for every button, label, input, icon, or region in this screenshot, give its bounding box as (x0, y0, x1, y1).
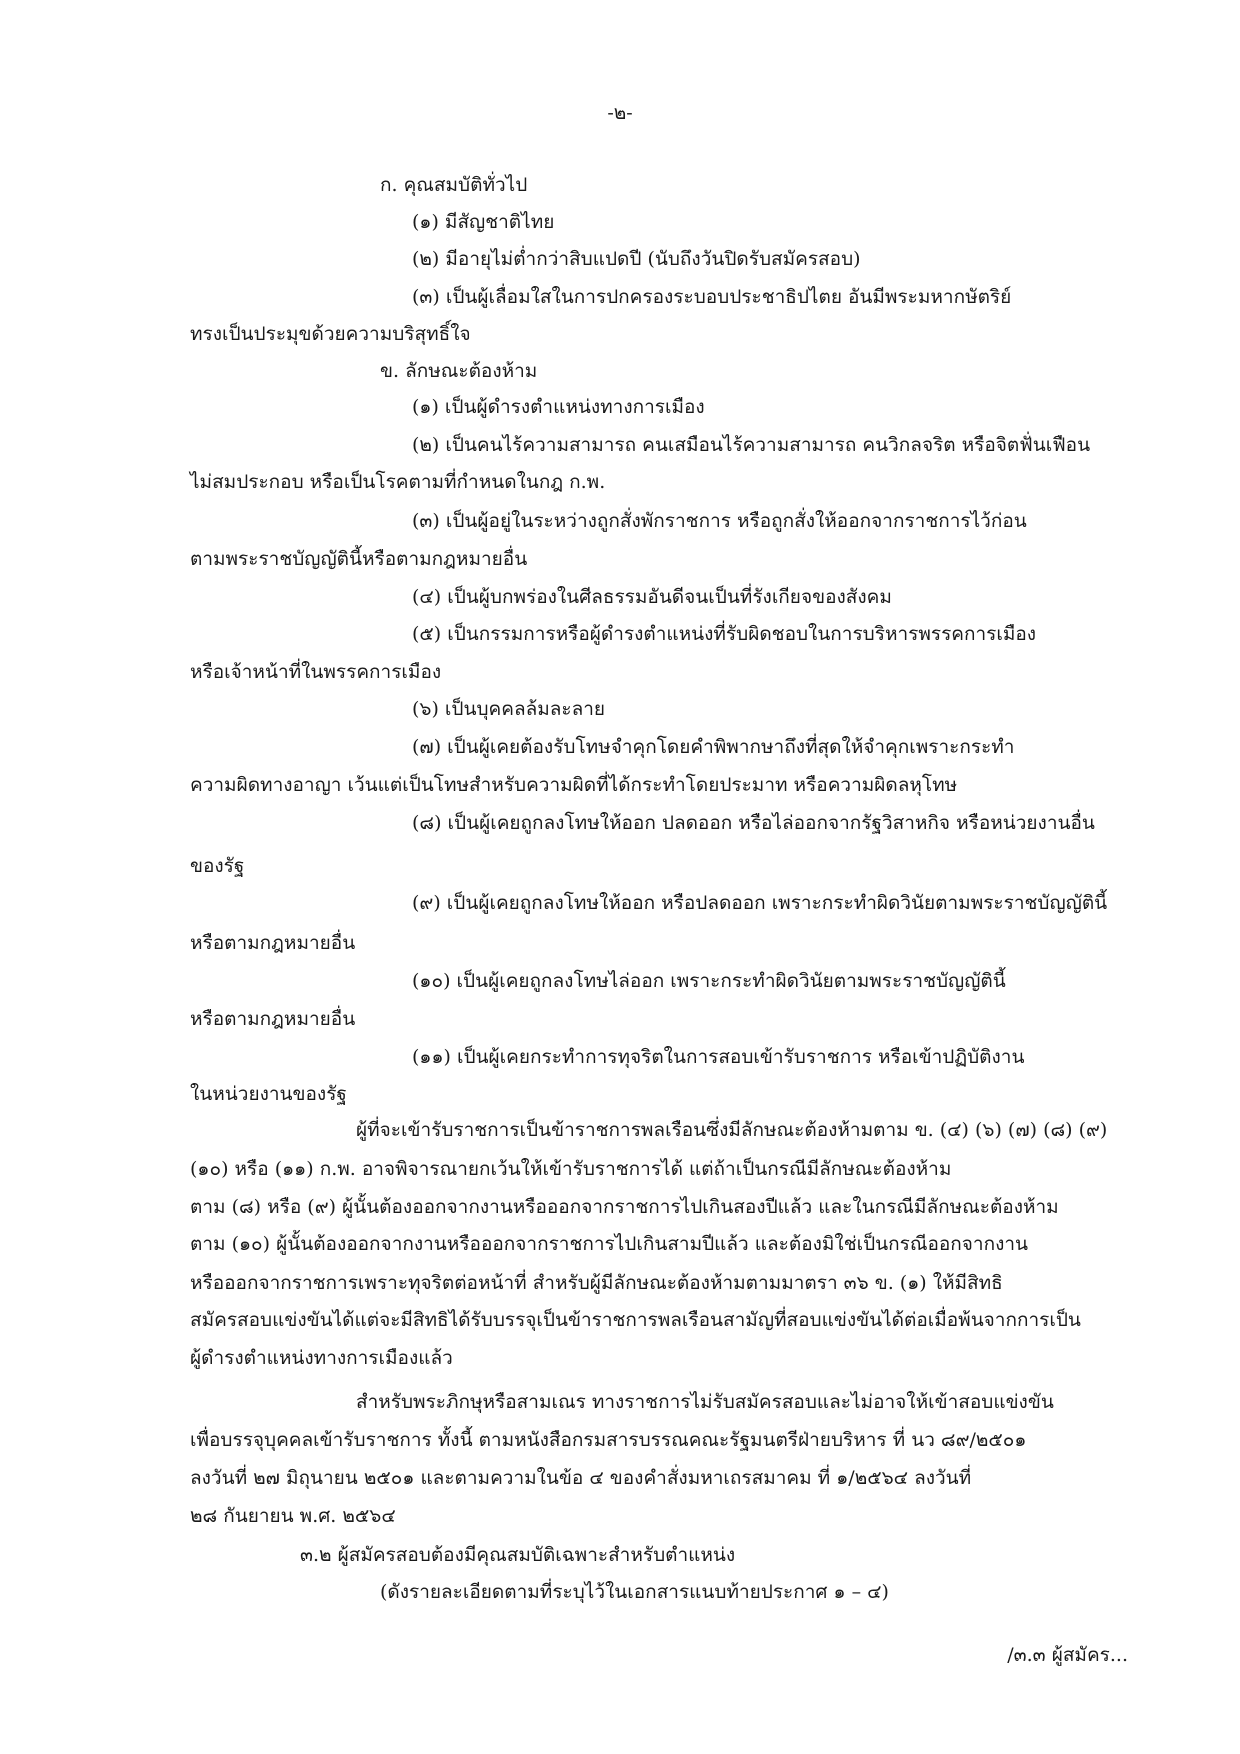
monks-line-3: ลงวันที่ ๒๗ มิถุนายน ๒๕๐๑ และตามความในข้อ ๔ ของคำสั่งมหาเถรสมาคม ที่ ๑/๒๕๖๔ ลงวันที่ (190, 1467, 972, 1489)
section-a-item-3-cont: ทรงเป็นประมุขด้วยความบริสุทธิ์ใจ (190, 323, 471, 345)
prohibition-8-cont: ของรัฐ (190, 855, 245, 877)
exception-line-3: ตาม (๘) หรือ (๙) ผู้นั้นต้องออกจากงานหรือออกจากราชการไปเกินสองปีแล้ว และในกรณีมีลักษณะต้องห้าม (190, 1196, 1059, 1218)
prohibition-6: (๖) เป็นบุคคลล้มละลาย (412, 698, 606, 720)
footer-continuation: /๓.๓ ผู้สมัคร... (1007, 1644, 1128, 1666)
prohibition-8: (๘) เป็นผู้เคยถูกลงโทษให้ออก ปลดออก หรือไล่ออกจากรัฐวิสาหกิจ หรือหน่วยงานอื่น (412, 812, 1095, 834)
exception-line-2: (๑๐) หรือ (๑๑) ก.พ. อาจพิจารณายกเว้นให้เข้ารับราชการได้ แต่ถ้าเป็นกรณีมีลักษณะต้องห้าม (190, 1158, 952, 1180)
prohibition-3-cont: ตามพระราชบัญญัตินี้หรือตามกฎหมายอื่น (190, 548, 528, 570)
prohibition-11-cont: ในหน่วยงานของรัฐ (190, 1083, 347, 1105)
section-3-2-heading: ๓.๒ ผู้สมัครสอบต้องมีคุณสมบัติเฉพาะสำหรับตำแหน่ง (300, 1544, 736, 1566)
exception-line-6: สมัครสอบแข่งขันได้แต่จะมีสิทธิได้รับบรรจุเป็นข้าราชการพลเรือนสามัญที่สอบแข่งขันได้ต่อเมื่อพ้นจากการเป็น (190, 1309, 1081, 1331)
section-a-item-3: (๓) เป็นผู้เลื่อมใสในการปกครองระบอบประชาธิปไตย อันมีพระมหากษัตริย์ (412, 286, 1012, 308)
monks-line-2: เพื่อบรรจุบุคคลเข้ารับราชการ ทั้งนี้ ตามหนังสือกรมสารบรรณคณะรัฐมนตรีฝ่ายบริหาร ที่ นว ๘๙/๒๕๐๑ (190, 1429, 1027, 1451)
section-3-2-note: (ดังรายละเอียดตามที่ระบุไว้ในเอกสารแนบท้ายประกาศ ๑ – ๔) (380, 1581, 889, 1603)
prohibition-9: (๙) เป็นผู้เคยถูกลงโทษให้ออก หรือปลดออก เพราะกระทำผิดวินัยตามพระราชบัญญัตินี้ (412, 892, 1108, 914)
section-a-heading: ก. คุณสมบัติทั่วไป (380, 174, 528, 196)
prohibition-3: (๓) เป็นผู้อยู่ในระหว่างถูกสั่งพักราชการ หรือถูกสั่งให้ออกจากราชการไว้ก่อน (412, 510, 1027, 532)
prohibition-5-cont: หรือเจ้าหน้าที่ในพรรคการเมือง (190, 661, 442, 683)
page-number: -๒- (607, 102, 633, 124)
exception-line-1: ผู้ที่จะเข้ารับราชการเป็นข้าราชการพลเรือนซึ่งมีลักษณะต้องห้ามตาม ข. (๔) (๖) (๗) (๘) (๙) (356, 1119, 1108, 1141)
exception-line-5: หรือออกจากราชการเพราะทุจริตต่อหน้าที่ สำหรับผู้มีลักษณะต้องห้ามตามมาตรา ๓๖ ข. (๑) ให้มีสิทธิ (190, 1272, 1003, 1294)
prohibition-11: (๑๑) เป็นผู้เคยกระทำการทุจริตในการสอบเข้ารับราชการ หรือเข้าปฏิบัติงาน (412, 1046, 1025, 1068)
section-a-item-2: (๒) มีอายุไม่ต่ำกว่าสิบแปดปี (นับถึงวันปิดรับสมัครสอบ) (412, 248, 861, 270)
prohibition-7: (๗) เป็นผู้เคยต้องรับโทษจำคุกโดยคำพิพากษาถึงที่สุดให้จำคุกเพราะกระทำ (412, 736, 1015, 758)
prohibition-2-cont: ไม่สมประกอบ หรือเป็นโรคตามที่กำหนดในกฎ ก.พ. (190, 471, 606, 493)
prohibition-2: (๒) เป็นคนไร้ความสามารถ คนเสมือนไร้ความสามารถ คนวิกลจริต หรือจิตฟั่นเฟือน (412, 434, 1091, 456)
exception-line-4: ตาม (๑๐) ผู้นั้นต้องออกจากงานหรือออกจากราชการไปเกินสามปีแล้ว และต้องมิใช่เป็นกรณีออกจากงาน (190, 1233, 1029, 1255)
prohibition-9-cont: หรือตามกฎหมายอื่น (190, 932, 356, 954)
prohibition-7-cont: ความผิดทางอาญา เว้นแต่เป็นโทษสำหรับความผิดที่ได้กระทำโดยประมาท หรือความผิดลหุโทษ (190, 774, 958, 796)
prohibition-1: (๑) เป็นผู้ดำรงตำแหน่งทางการเมือง (412, 396, 705, 418)
monks-line-4: ๒๘ กันยายน พ.ศ. ๒๕๖๔ (190, 1505, 396, 1527)
prohibition-4: (๔) เป็นผู้บกพร่องในศีลธรรมอันดีจนเป็นที่รังเกียจของสังคม (412, 586, 892, 608)
prohibition-5: (๕) เป็นกรรมการหรือผู้ดำรงตำแหน่งที่รับผิดชอบในการบริหารพรรคการเมือง (412, 623, 1037, 645)
monks-line-1: สำหรับพระภิกษุหรือสามเณร ทางราชการไม่รับสมัครสอบและไม่อาจให้เข้าสอบแข่งขัน (356, 1391, 1054, 1413)
section-a-item-1: (๑) มีสัญชาติไทย (412, 211, 555, 233)
exception-line-7: ผู้ดำรงตำแหน่งทางการเมืองแล้ว (190, 1347, 453, 1369)
prohibition-10-cont: หรือตามกฎหมายอื่น (190, 1008, 356, 1030)
prohibition-10: (๑๐) เป็นผู้เคยถูกลงโทษไล่ออก เพราะกระทำผิดวินัยตามพระราชบัญญัตินี้ (412, 970, 1006, 992)
section-b-heading: ข. ลักษณะต้องห้าม (380, 360, 538, 382)
